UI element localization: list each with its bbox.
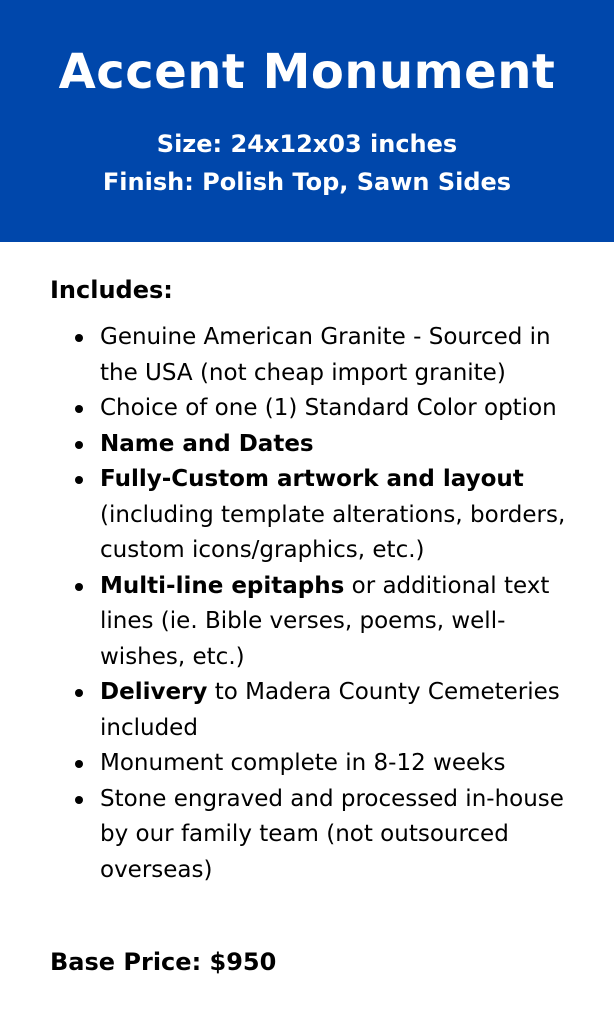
list-item [0, 462, 614, 569]
page-title: Accent Monument [58, 44, 556, 100]
finish-spec: Finish: Polish Top, Sawn Sides [102, 168, 512, 196]
item-bold-text: Name and Dates [100, 430, 314, 457]
list-item [0, 320, 614, 391]
size-spec: Size: 24x12x03 inches [156, 130, 458, 158]
list-item [0, 782, 614, 889]
item-text: or additional text lines (ie. Bible verses, poems, well-wishes, etc.) [100, 572, 550, 670]
list-item [0, 569, 614, 676]
item-bold-text: Multi-line epitaphs [100, 572, 345, 599]
item-text: (including template alterations, borders, custom icons/graphics, etc.) [100, 501, 566, 563]
list-item [0, 746, 614, 782]
item-text: to Madera County Cemeteries included [100, 679, 560, 741]
includes-list [0, 320, 614, 888]
bullet-icon [75, 334, 83, 342]
bullet-icon [75, 689, 83, 697]
list-item [0, 427, 614, 463]
list-item [0, 391, 614, 427]
bullet-icon [75, 405, 83, 413]
bullet-icon [75, 796, 83, 804]
item-text: Monument complete in 8-12 weeks [100, 750, 506, 776]
bullet-icon [75, 760, 83, 768]
includes-heading: Includes: [50, 276, 173, 304]
header-banner [0, 0, 614, 242]
item-text: Choice of one (1) Standard Color option [100, 395, 557, 421]
bullet-icon [75, 476, 83, 484]
item-bold-text: Delivery [100, 679, 208, 705]
item-text: Stone engraved and processed in-house by our family team (not outsourced overseas) [100, 785, 564, 883]
item-bold-text: Fully-Custom artwork and layout [100, 466, 524, 492]
item-text: Genuine American Granite - Sourced in the USA (not cheap import granite) [100, 324, 551, 386]
bullet-icon [75, 583, 83, 591]
list-item [0, 675, 614, 746]
base-price: Base Price: $950 [50, 948, 277, 976]
bullet-icon [75, 441, 83, 449]
